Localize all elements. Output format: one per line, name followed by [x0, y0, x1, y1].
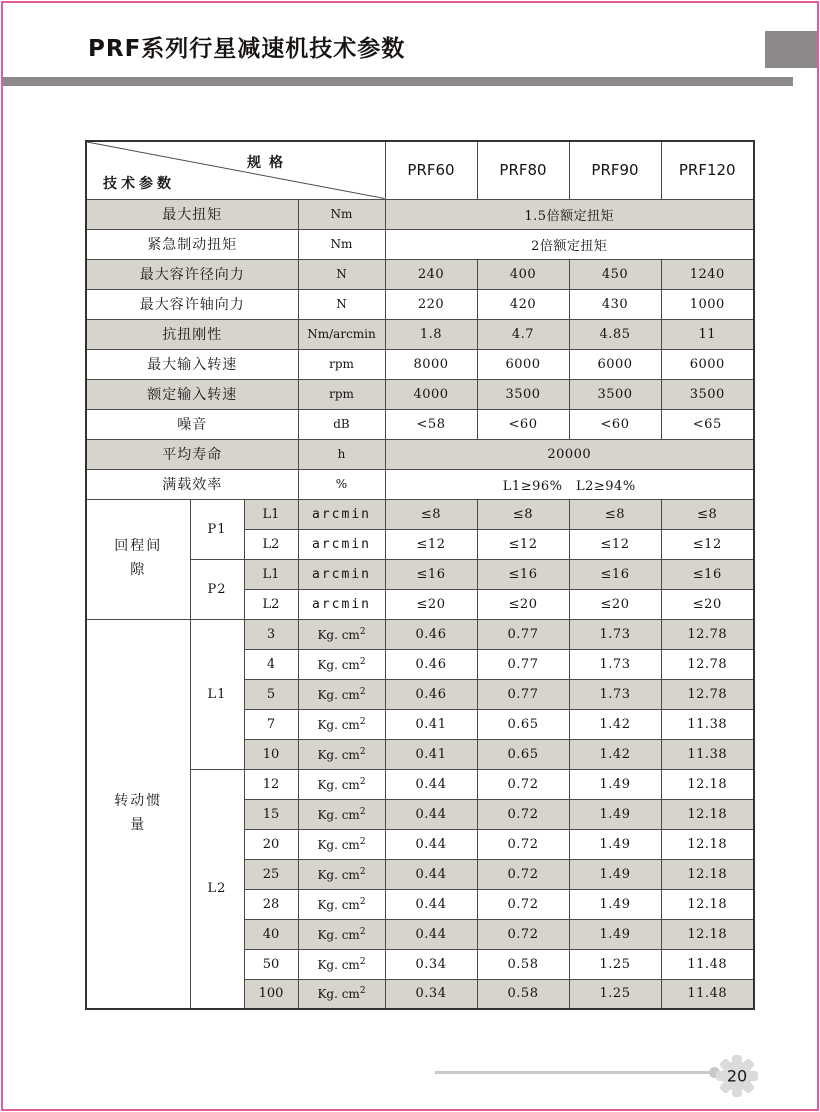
accuracy-grade-label: P1	[190, 499, 244, 559]
value-cell: ≤12	[569, 529, 661, 559]
inertia-group-label: 转动惯量	[86, 619, 190, 1009]
value-cell: 3500	[477, 379, 569, 409]
value-cell: ≤20	[385, 589, 477, 619]
page-title: PRF系列行星减速机技术参数	[88, 36, 406, 62]
value-cell: 0.72	[477, 799, 569, 829]
stage-group-label: L1	[190, 619, 244, 769]
value-cell: 0.77	[477, 619, 569, 649]
unit-cell: Kg. $cm^2$	[298, 829, 385, 859]
ratio-cell: 50	[244, 949, 298, 979]
ratio-cell: 4	[244, 649, 298, 679]
table-header-row	[86, 141, 754, 199]
value-cell: 12.18	[661, 859, 754, 889]
value-cell: 0.72	[477, 919, 569, 949]
value-cell: 400	[477, 259, 569, 289]
value-cell: 1.8	[385, 319, 477, 349]
value-cell: ≤8	[477, 499, 569, 529]
value-cell: 0.46	[385, 619, 477, 649]
value-cell: 11.48	[661, 949, 754, 979]
value-cell: 0.44	[385, 829, 477, 859]
column-header-prf90: PRF90	[569, 141, 661, 199]
value-cell: ≤20	[569, 589, 661, 619]
value-cell: 12.18	[661, 769, 754, 799]
unit-cell: arcmin	[298, 589, 385, 619]
value-cell: 0.72	[477, 829, 569, 859]
table-row	[86, 289, 754, 319]
value-cell: 0.58	[477, 979, 569, 1009]
value-cell: 12.18	[661, 829, 754, 859]
value-cell: 1.25	[569, 949, 661, 979]
value-cell: 1.73	[569, 619, 661, 649]
value-cell: ≤16	[661, 559, 754, 589]
stage-cell: L1	[244, 559, 298, 589]
unit-cell: Kg. $cm^2$	[298, 619, 385, 649]
corner-param-label: 技术参数	[103, 176, 175, 192]
param-label: 满载效率	[86, 469, 298, 499]
stage-cell: L2	[244, 529, 298, 559]
param-label: 最大容许径向力	[86, 259, 298, 289]
value-cell: 12.78	[661, 649, 754, 679]
value-cell: 12.18	[661, 919, 754, 949]
value-cell: 450	[569, 259, 661, 289]
value-cell: 420	[477, 289, 569, 319]
unit-cell: rpm	[298, 349, 385, 379]
value-cell: ≤12	[477, 529, 569, 559]
table-row	[86, 229, 754, 259]
value-cell: 1.42	[569, 739, 661, 769]
unit-cell: rpm	[298, 379, 385, 409]
value-cell: 6000	[569, 349, 661, 379]
table-row	[86, 319, 754, 349]
stage-group-label: L2	[190, 769, 244, 1009]
unit-cell: N	[298, 289, 385, 319]
merged-value: 2倍额定扭矩	[385, 229, 754, 259]
value-cell: ≤20	[477, 589, 569, 619]
table-row	[86, 409, 754, 439]
value-cell: 8000	[385, 349, 477, 379]
value-cell: 0.65	[477, 739, 569, 769]
param-label: 额定输入转速	[86, 379, 298, 409]
value-cell: 1.49	[569, 769, 661, 799]
value-cell: 6000	[661, 349, 754, 379]
title-divider-bar	[3, 77, 793, 86]
value-cell: 1240	[661, 259, 754, 289]
value-cell: 1.25	[569, 979, 661, 1009]
diagonal-corner-cell	[86, 141, 385, 199]
ratio-cell: 3	[244, 619, 298, 649]
unit-cell: Nm/arcmin	[298, 319, 385, 349]
ratio-cell: 7	[244, 709, 298, 739]
value-cell: 0.34	[385, 949, 477, 979]
page-number: 20	[726, 1066, 748, 1086]
column-header-prf60: PRF60	[385, 141, 477, 199]
value-cell: 6000	[477, 349, 569, 379]
ratio-cell: 20	[244, 829, 298, 859]
table-row	[86, 349, 754, 379]
unit-cell: Kg. $cm^2$	[298, 649, 385, 679]
value-cell: ≤20	[661, 589, 754, 619]
unit-cell: N	[298, 259, 385, 289]
param-label: 噪音	[86, 409, 298, 439]
value-cell: 0.44	[385, 889, 477, 919]
value-cell: 0.58	[477, 949, 569, 979]
value-cell: 1.73	[569, 679, 661, 709]
table-row	[86, 619, 754, 649]
value-cell: <58	[385, 409, 477, 439]
corner-spec-label: 规格	[247, 155, 291, 171]
spec-table	[85, 140, 755, 1010]
unit-cell: dB	[298, 409, 385, 439]
value-cell: 0.65	[477, 709, 569, 739]
header-corner-block	[765, 31, 818, 68]
unit-cell: Nm	[298, 229, 385, 259]
unit-cell: Kg. $cm^2$	[298, 799, 385, 829]
value-cell: 1.49	[569, 889, 661, 919]
backlash-group-label: 回程间隙	[86, 499, 190, 619]
unit-cell: Kg. $cm^2$	[298, 859, 385, 889]
unit-cell: arcmin	[298, 499, 385, 529]
value-cell: ≤12	[661, 529, 754, 559]
value-cell: <60	[477, 409, 569, 439]
unit-cell: Nm	[298, 199, 385, 229]
value-cell: 11.38	[661, 709, 754, 739]
unit-cell: Kg. $cm^2$	[298, 739, 385, 769]
unit-cell: Kg. $cm^2$	[298, 709, 385, 739]
ratio-cell: 100	[244, 979, 298, 1009]
accuracy-grade-label: P2	[190, 559, 244, 619]
param-label: 最大容许轴向力	[86, 289, 298, 319]
ratio-cell: 15	[244, 799, 298, 829]
value-cell: 0.44	[385, 919, 477, 949]
value-cell: 0.72	[477, 889, 569, 919]
unit-cell: arcmin	[298, 559, 385, 589]
unit-cell: Kg. $cm^2$	[298, 919, 385, 949]
param-label: 最大扭矩	[86, 199, 298, 229]
value-cell: ≤16	[477, 559, 569, 589]
value-cell: 0.44	[385, 769, 477, 799]
value-cell: 4.7	[477, 319, 569, 349]
table-row	[86, 439, 754, 469]
unit-cell: h	[298, 439, 385, 469]
value-cell: 11.38	[661, 739, 754, 769]
column-header-prf120: PRF120	[661, 141, 754, 199]
value-cell: 12.78	[661, 679, 754, 709]
value-cell: 1.49	[569, 919, 661, 949]
value-cell: 0.72	[477, 859, 569, 889]
value-cell: 0.41	[385, 739, 477, 769]
value-cell: 0.46	[385, 679, 477, 709]
param-label: 抗扭刚性	[86, 319, 298, 349]
value-cell: 1.73	[569, 649, 661, 679]
param-label: 紧急制动扭矩	[86, 229, 298, 259]
param-label: 平均寿命	[86, 439, 298, 469]
value-cell: ≤8	[661, 499, 754, 529]
value-cell: 0.34	[385, 979, 477, 1009]
table-body	[86, 199, 754, 1009]
footer-rule-line	[435, 1071, 713, 1074]
stage-cell: L1	[244, 499, 298, 529]
value-cell: 0.46	[385, 649, 477, 679]
unit-cell: %	[298, 469, 385, 499]
value-cell: ≤8	[569, 499, 661, 529]
value-cell: 0.77	[477, 649, 569, 679]
value-cell: 1000	[661, 289, 754, 319]
value-cell: <60	[569, 409, 661, 439]
value-cell: ≤16	[569, 559, 661, 589]
unit-cell: arcmin	[298, 529, 385, 559]
value-cell: <65	[661, 409, 754, 439]
value-cell: 240	[385, 259, 477, 289]
ratio-cell: 12	[244, 769, 298, 799]
value-cell: 11.48	[661, 979, 754, 1009]
table-row	[86, 469, 754, 499]
ratio-cell: 25	[244, 859, 298, 889]
value-cell: ≤8	[385, 499, 477, 529]
table-row	[86, 199, 754, 229]
merged-value: L1≥96% L2≥94%	[385, 469, 754, 499]
value-cell: 0.41	[385, 709, 477, 739]
value-cell: 0.72	[477, 769, 569, 799]
value-cell: 12.18	[661, 889, 754, 919]
merged-value: 1.5倍额定扭矩	[385, 199, 754, 229]
value-cell: 1.49	[569, 829, 661, 859]
value-cell: 430	[569, 289, 661, 319]
table-row	[86, 259, 754, 289]
ratio-cell: 28	[244, 889, 298, 919]
value-cell: 0.77	[477, 679, 569, 709]
value-cell: 11	[661, 319, 754, 349]
merged-value: 20000	[385, 439, 754, 469]
value-cell: 1.42	[569, 709, 661, 739]
stage-cell: L2	[244, 589, 298, 619]
value-cell: ≤16	[385, 559, 477, 589]
value-cell: 3500	[661, 379, 754, 409]
value-cell: 12.18	[661, 799, 754, 829]
column-header-prf80: PRF80	[477, 141, 569, 199]
unit-cell: Kg. $cm^2$	[298, 679, 385, 709]
value-cell: 0.44	[385, 799, 477, 829]
unit-cell: Kg. $cm^2$	[298, 889, 385, 919]
value-cell: 4.85	[569, 319, 661, 349]
value-cell: 1.49	[569, 799, 661, 829]
gear-icon	[713, 1052, 761, 1100]
table-row	[86, 379, 754, 409]
param-label: 最大输入转速	[86, 349, 298, 379]
value-cell: 220	[385, 289, 477, 319]
unit-cell: Kg. $cm^2$	[298, 949, 385, 979]
value-cell: 12.78	[661, 619, 754, 649]
ratio-cell: 5	[244, 679, 298, 709]
value-cell: 1.49	[569, 859, 661, 889]
unit-cell: Kg. $cm^2$	[298, 769, 385, 799]
value-cell: ≤12	[385, 529, 477, 559]
unit-cell: Kg. $cm^2$	[298, 979, 385, 1009]
value-cell: 3500	[569, 379, 661, 409]
ratio-cell: 40	[244, 919, 298, 949]
ratio-cell: 10	[244, 739, 298, 769]
value-cell: 0.44	[385, 859, 477, 889]
table-row	[86, 499, 754, 529]
value-cell: 4000	[385, 379, 477, 409]
